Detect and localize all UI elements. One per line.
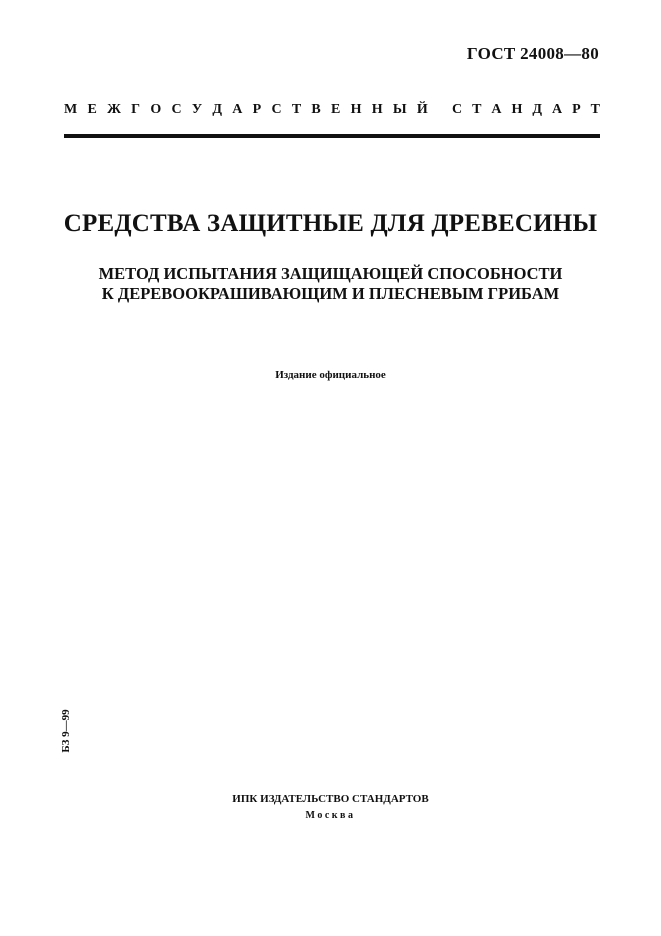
letter: Н xyxy=(350,102,362,117)
side-code-text: БЗ 9—99 xyxy=(60,709,72,753)
edition-note: Издание официальное xyxy=(275,369,386,381)
letter: В xyxy=(311,102,321,117)
letter: Ж xyxy=(107,102,121,117)
letter: А xyxy=(232,102,243,117)
header-rule xyxy=(64,134,600,138)
letter: А xyxy=(491,102,502,117)
letter: Е xyxy=(87,102,97,117)
letter: У xyxy=(191,102,203,117)
letter: Ы xyxy=(392,102,407,117)
standard-type-heading xyxy=(64,102,600,118)
letter: Г xyxy=(131,102,141,117)
subtitle-line-1: МЕТОД ИСПЫТАНИЯ ЗАЩИЩАЮЩЕЙ СПОСОБНОСТИ xyxy=(98,264,563,283)
letter: Е xyxy=(331,102,341,117)
publisher-city: Москва xyxy=(305,810,356,821)
letter: А xyxy=(551,102,563,117)
letter: Р xyxy=(252,102,262,117)
letter: С xyxy=(452,102,463,117)
letter: Н xyxy=(371,102,383,117)
letter: С xyxy=(271,102,282,117)
standard-type-word-1 xyxy=(64,102,428,118)
publisher: ИПК ИЗДАТЕЛЬСТВО СТАНДАРТОВ xyxy=(232,793,429,805)
letter: Й xyxy=(416,102,428,117)
standard-type-word-2 xyxy=(452,102,600,118)
document-subtitle xyxy=(0,264,661,304)
letter: Н xyxy=(511,102,523,117)
letter: Р xyxy=(572,102,581,117)
gost-number: ГОСТ 24008—80 xyxy=(466,44,599,63)
letter: Д xyxy=(532,102,542,117)
document-title: СРЕДСТВА ЗАЩИТНЫЕ ДЛЯ ДРЕВЕСИНЫ xyxy=(63,210,598,237)
subtitle-line-2: К ДЕРЕВООКРАШИВАЮЩИМ И ПЛЕСНЕВЫМ ГРИБАМ xyxy=(101,284,560,303)
letter: Т xyxy=(291,102,302,117)
letter: М xyxy=(64,102,78,117)
letter: Т xyxy=(472,102,482,117)
side-code xyxy=(57,705,75,757)
letter: О xyxy=(150,102,162,117)
letter: С xyxy=(171,102,182,117)
letter: Д xyxy=(212,102,223,117)
letter: Т xyxy=(590,102,600,117)
